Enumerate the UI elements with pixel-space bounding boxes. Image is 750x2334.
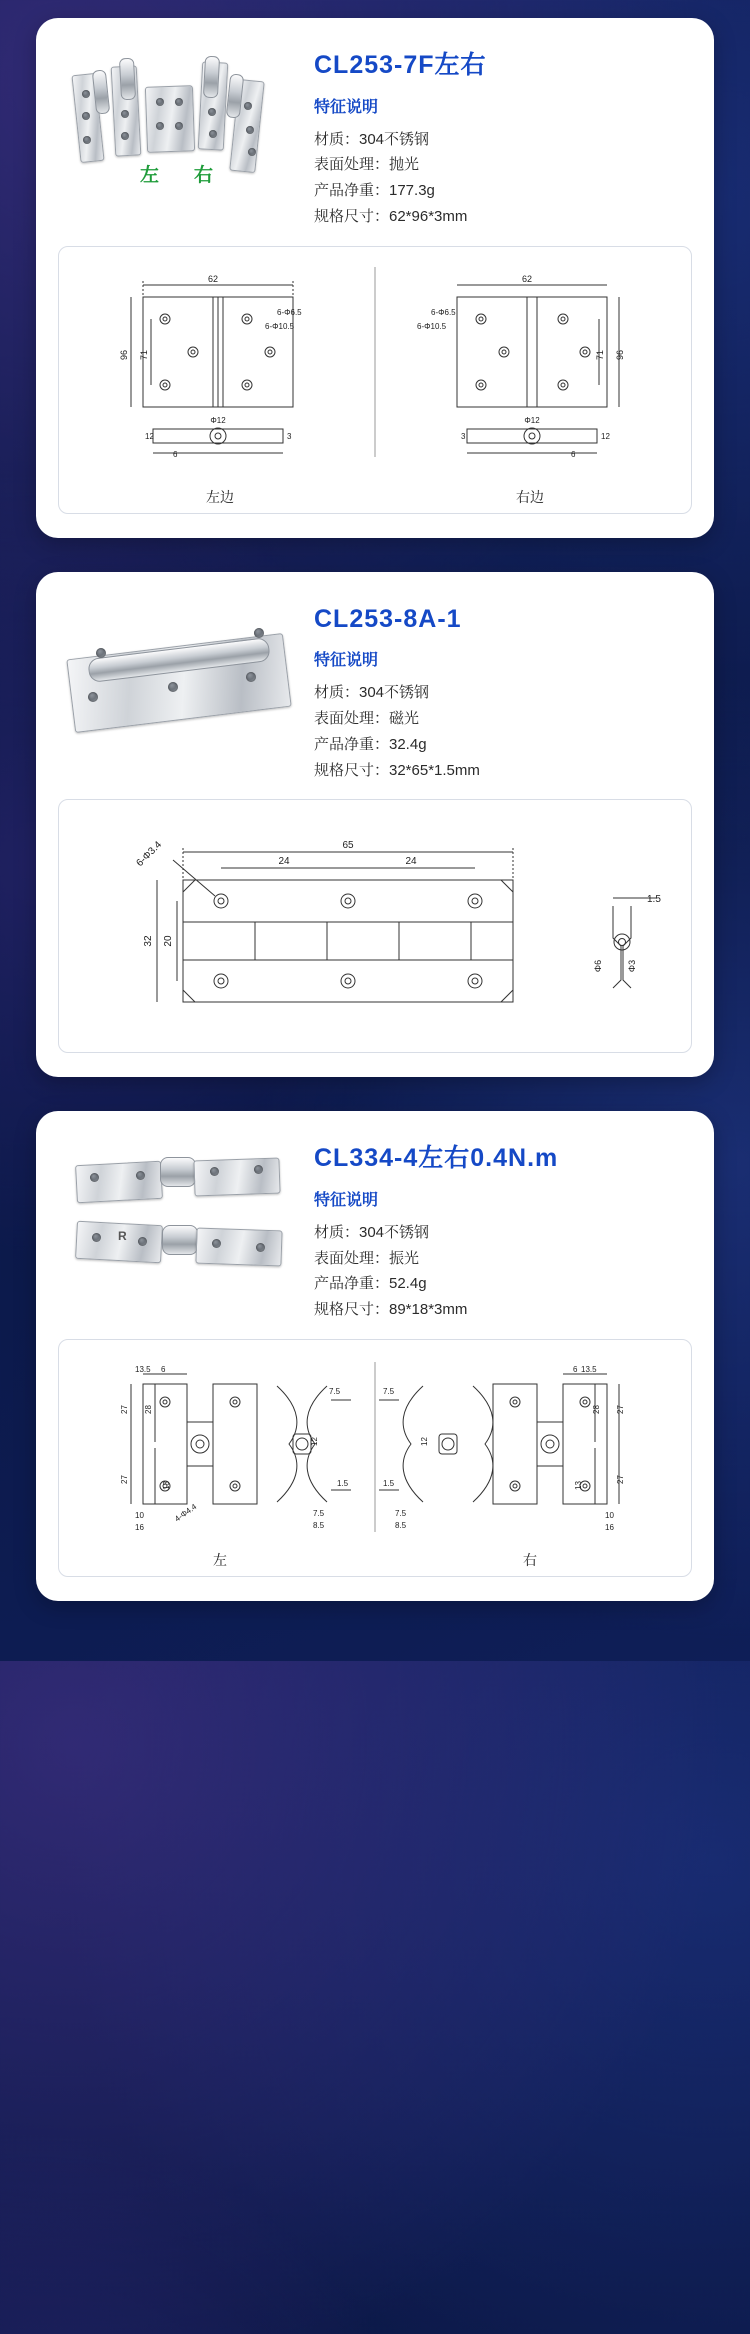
screw-hole (121, 132, 129, 140)
svg-text:13: 13 (574, 1481, 583, 1491)
svg-text:Φ12: Φ12 (210, 415, 226, 425)
product-card-3 (36, 1111, 714, 1601)
product-info-1 (308, 40, 692, 230)
screw-hole (246, 672, 256, 682)
drawing-caption-right: 右 (523, 1552, 537, 1569)
hinge-leaf (195, 1228, 282, 1267)
dim-height: 32 (143, 935, 154, 947)
svg-text:96: 96 (119, 349, 129, 360)
product-card-2 (36, 572, 714, 1078)
dim-inner-height: 20 (163, 935, 174, 947)
technical-drawing-1 (58, 246, 692, 514)
spec-weight: 产品净重：32.4g (314, 735, 427, 753)
screw-hole (175, 98, 183, 106)
svg-text:10: 10 (135, 1511, 144, 1521)
hinge-knuckle (160, 1157, 196, 1187)
screw-hole (82, 112, 90, 120)
spec-weight: 产品净重：52.4g (314, 1275, 427, 1293)
spec-finish: 表面处理：抛光 (314, 156, 420, 174)
svg-text:16: 16 (135, 1523, 144, 1533)
spec-size: 规格尺寸：32*65*1.5mm (314, 761, 480, 779)
svg-text:Φ12: Φ12 (524, 415, 540, 425)
drawing-svg (65, 1350, 685, 1550)
spec-size: 规格尺寸：89*18*3mm (314, 1301, 468, 1319)
screw-hole (168, 682, 178, 692)
svg-text:13: 13 (162, 1481, 171, 1491)
svg-text:6-Φ10.5: 6-Φ10.5 (417, 321, 447, 331)
svg-text:8.5: 8.5 (313, 1521, 325, 1531)
drawing-captions-3 (65, 1550, 685, 1570)
screw-hole (175, 122, 183, 130)
svg-text:Φ3: Φ3 (627, 960, 637, 973)
screw-hole (209, 130, 217, 138)
svg-text:16: 16 (605, 1523, 614, 1533)
svg-text:6: 6 (173, 449, 178, 459)
svg-text:10: 10 (605, 1511, 614, 1521)
product-model: CL253-8A-1 (314, 604, 462, 633)
product-photo-1 (58, 40, 308, 190)
svg-text:6: 6 (161, 1365, 166, 1375)
product-card-1 (36, 18, 714, 538)
hinge-knuckle (119, 58, 136, 101)
screw-hole (244, 102, 252, 110)
svg-text:6-Φ6.5: 6-Φ6.5 (431, 307, 456, 317)
drawing-caption-right: 右边 (516, 488, 544, 505)
svg-text:13.5: 13.5 (581, 1365, 597, 1375)
feature-title: 特征说明 (314, 1191, 379, 1209)
svg-text:3: 3 (461, 431, 466, 441)
hinge-leaf (145, 85, 195, 153)
product-model: CL253-7F左右 (314, 51, 487, 79)
svg-text:12: 12 (145, 431, 154, 441)
hinge-leaf (193, 1158, 280, 1197)
svg-text:6: 6 (573, 1365, 578, 1375)
drawing-caption-left: 左 (213, 1552, 227, 1569)
dim-hole: 6-Φ3.4 (134, 839, 165, 870)
svg-text:27: 27 (120, 1475, 129, 1485)
product-header-1 (58, 40, 692, 230)
svg-text:6-Φ10.5: 6-Φ10.5 (265, 321, 295, 331)
screw-hole (88, 692, 98, 702)
svg-text:1.5: 1.5 (383, 1479, 395, 1489)
product-info-3 (308, 1133, 692, 1323)
dim-pitch: 24 (278, 856, 290, 868)
photo-label-right: 右 (194, 165, 214, 186)
svg-text:27: 27 (120, 1405, 129, 1415)
dim-width: 62 (207, 273, 219, 284)
svg-text:4-Φ4.4: 4-Φ4.4 (172, 1502, 199, 1524)
drawing-svg (65, 257, 685, 487)
product-header-2 (58, 594, 692, 784)
product-model: CL334-4左右0.4N.m (314, 1144, 559, 1173)
drawing-captions-1 (65, 487, 685, 507)
svg-text:7.5: 7.5 (329, 1387, 341, 1397)
spec-finish: 表面处理：磁光 (314, 709, 420, 727)
product-header-3 (58, 1133, 692, 1323)
screw-hole (246, 126, 254, 134)
svg-text:6: 6 (571, 449, 576, 459)
screw-hole (96, 648, 106, 658)
technical-drawing-3 (58, 1339, 692, 1577)
hinge-knuckle (162, 1225, 198, 1255)
svg-text:27: 27 (616, 1405, 625, 1415)
svg-text:1.5: 1.5 (337, 1479, 349, 1489)
spec-material: 材质：304不锈钢 (314, 1223, 430, 1241)
technical-drawing-2 (58, 799, 692, 1053)
product-photo-2 (58, 594, 308, 744)
product-photo-3 (58, 1133, 308, 1283)
drawing-caption-left: 左边 (206, 488, 234, 505)
svg-text:8.5: 8.5 (395, 1521, 407, 1531)
svg-text:96: 96 (615, 349, 625, 360)
screw-hole (83, 136, 91, 144)
svg-text:28: 28 (144, 1405, 153, 1415)
dim-thickness: 1.5 (647, 894, 661, 906)
svg-text:6-Φ6.5: 6-Φ6.5 (277, 307, 302, 317)
spec-material: 材质：304不锈钢 (314, 130, 430, 148)
photo-label-right: R (118, 1229, 127, 1244)
svg-text:62: 62 (521, 273, 533, 284)
svg-text:12: 12 (420, 1437, 429, 1447)
svg-text:28: 28 (592, 1405, 601, 1415)
svg-text:12: 12 (601, 431, 610, 441)
svg-text:71: 71 (139, 349, 149, 360)
hinge-leaf (75, 1161, 163, 1203)
dim-width: 65 (342, 840, 354, 852)
spec-finish: 表面处理：振光 (314, 1249, 420, 1267)
spec-size: 规格尺寸：62*96*3mm (314, 207, 468, 225)
svg-text:27: 27 (616, 1475, 625, 1485)
svg-text:3: 3 (287, 431, 292, 441)
photo-label-left: 左 (140, 165, 160, 186)
dim-pitch: 24 (405, 856, 417, 868)
svg-text:Φ6: Φ6 (593, 960, 603, 973)
screw-hole (82, 90, 90, 98)
svg-text:13.5: 13.5 (135, 1365, 151, 1375)
svg-text:12: 12 (310, 1437, 319, 1447)
screw-hole (208, 108, 216, 116)
hinge-knuckle (203, 56, 220, 99)
svg-text:7.5: 7.5 (313, 1509, 325, 1519)
screw-hole (156, 98, 164, 106)
screw-hole (254, 628, 264, 638)
svg-text:71: 71 (595, 349, 605, 360)
drawing-svg (65, 810, 685, 1046)
spec-weight: 产品净重：177.3g (314, 182, 435, 200)
spec-material: 材质：304不锈钢 (314, 684, 430, 702)
screw-hole (156, 122, 164, 130)
svg-text:7.5: 7.5 (383, 1387, 395, 1397)
svg-text:7.5: 7.5 (395, 1509, 407, 1519)
feature-title: 特征说明 (314, 652, 379, 670)
screw-hole (248, 148, 256, 156)
product-info-2 (308, 594, 692, 784)
screw-hole (121, 110, 129, 118)
feature-title: 特征说明 (314, 98, 379, 116)
